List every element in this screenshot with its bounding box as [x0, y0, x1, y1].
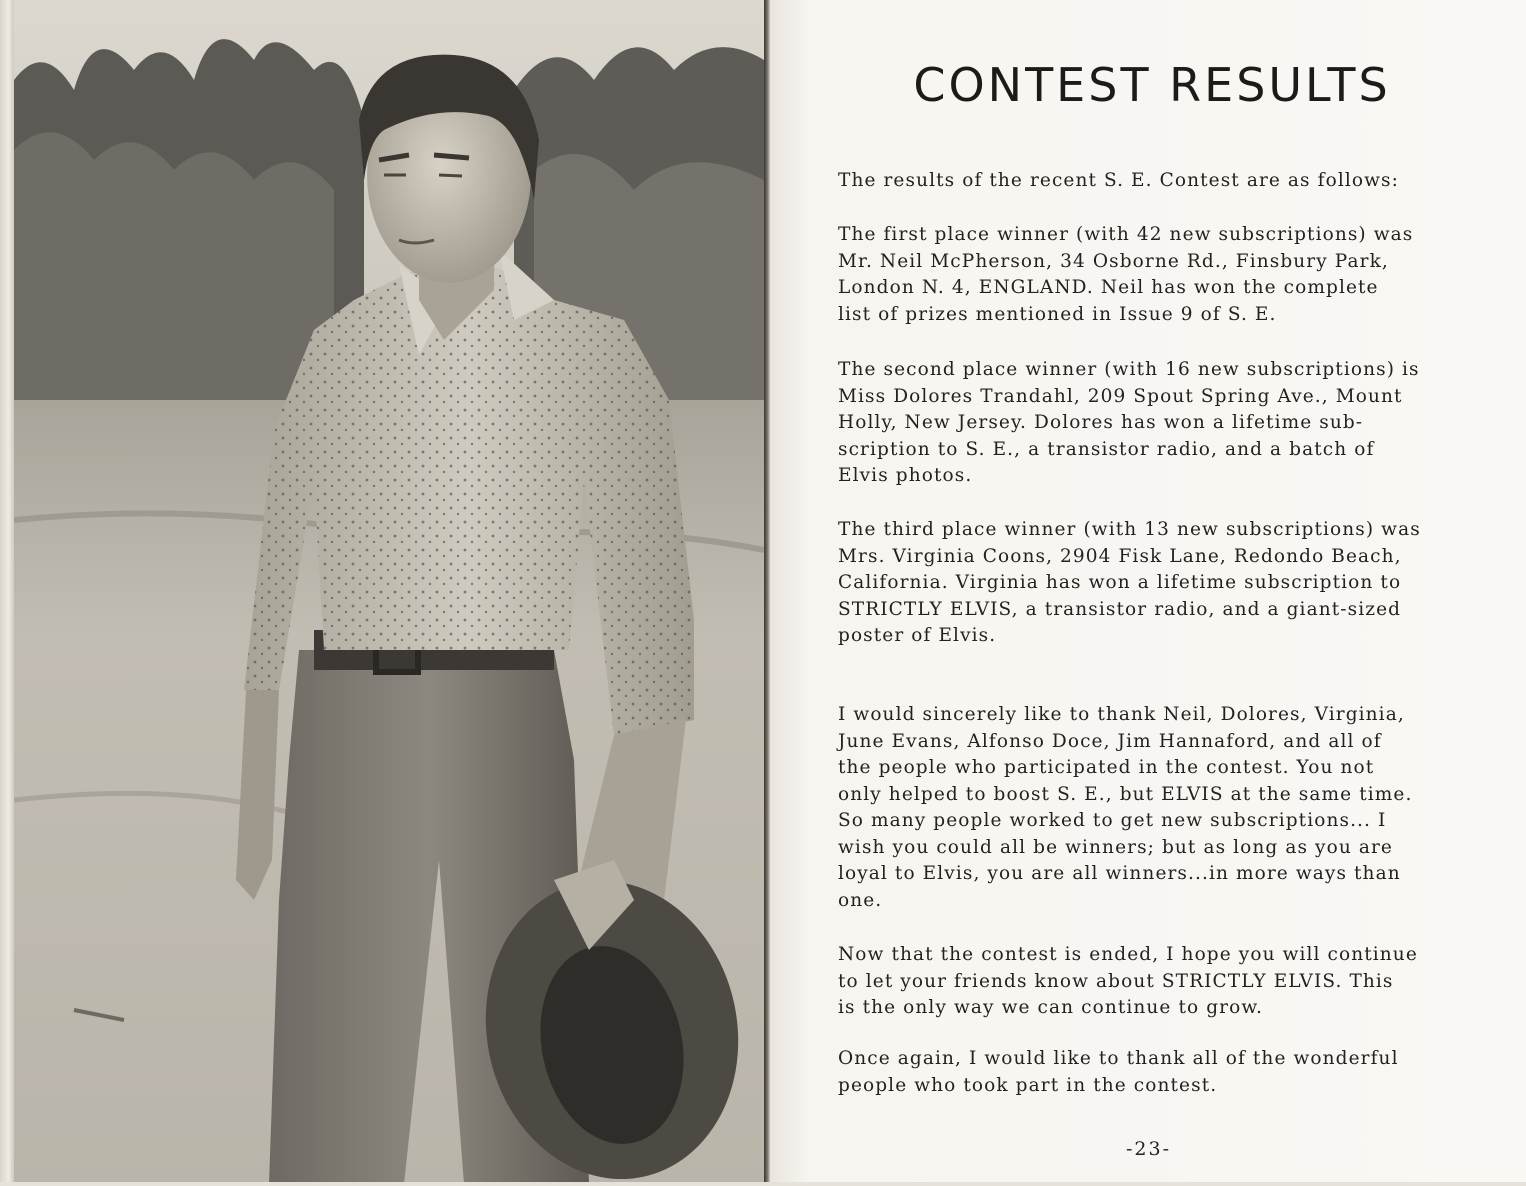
- closing-paragraph: Once again, I would like to thank all of the wonderful people who took part in the contest.: [838, 1048, 1399, 1096]
- thanks-paragraph: I would sincerely like to thank Neil, Dolores, Virginia, June Evans, Alfonso Doce, Jim Hannaford, and all of the people who participated in the contest. You not only helped to boost S. E., but ELVIS at the same time. So many people worked to get new subscriptions... I wish you could all be winners; but as long as you are loyal to Elvis, you are all winners...in more ways than one.: [838, 704, 1413, 911]
- page-bottom-edge: [0, 1182, 1526, 1186]
- third-place-paragraph: The third place winner (with 13 new subscriptions) was Mrs. Virginia Coons, 2904 Fisk Lane, Redondo Beach, California. Virginia has won a lifetime subscription to STRICTLY ELVIS, a transistor radio, and a giant-sized poster of Elvis.: [838, 519, 1421, 646]
- first-place-paragraph: The first place winner (with 42 new subscriptions) was Mr. Neil McPherson, 34 Osborne Rd., Finsbury Park, London N. 4, ENGLAND. Neil has won the complete list of prizes mentioned in Issue 9 of S. E.: [838, 224, 1414, 325]
- intro-paragraph: The results of the recent S. E. Contest are as follows:: [838, 170, 1399, 191]
- second-place-paragraph: The second place winner (with 16 new subscriptions) is Miss Dolores Trandahl, 209 Spout Spring Ave., Mount Holly, New Jersey. Dolores has won a lifetime sub- scription to S. E., a transistor radio, and a batch of Elvis photos.: [838, 359, 1420, 486]
- page-edge: [0, 0, 14, 1186]
- page-number: -23-: [1126, 1138, 1172, 1160]
- right-page: [770, 0, 1526, 1186]
- contest-ended-paragraph: Now that the contest is ended, I hope you will continue to let your friends know about STRICTLY ELVIS. This is the only way we can continue to grow.: [838, 944, 1418, 1018]
- page-title: CONTEST RESULTS: [913, 58, 1391, 112]
- photograph: [14, 0, 764, 1184]
- photograph-illustration: [14, 0, 764, 1184]
